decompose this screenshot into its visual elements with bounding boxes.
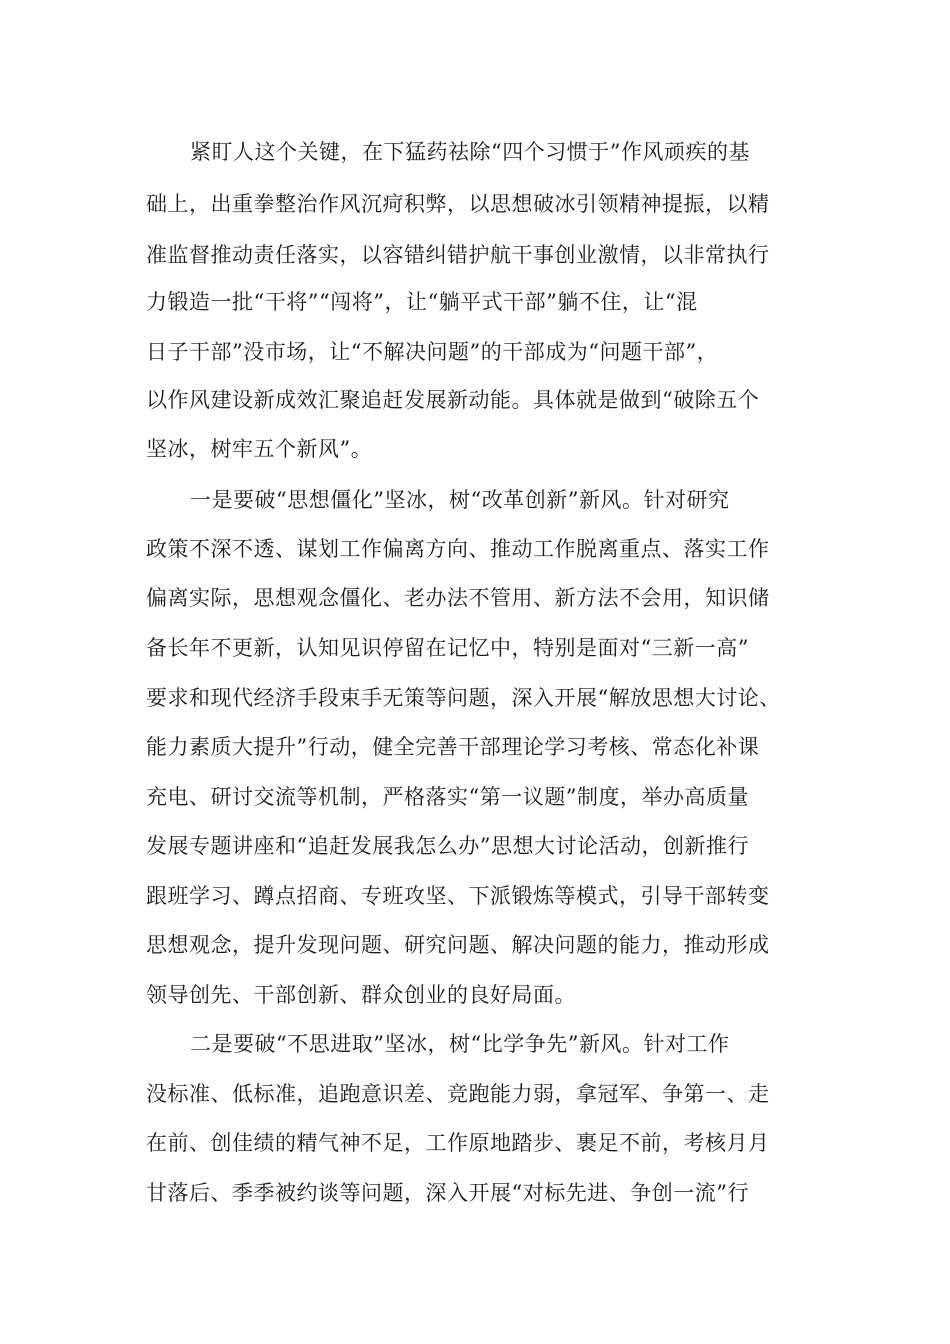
- paragraph-3-line-3: 在前、创佳绩的精气神不足，工作原地踏步、裹足不前，考核月月: [146, 1131, 770, 1155]
- paragraph-3-line-2: 没标准、低标准，追跑意识差、竞跑能力弱，拿冠军、争第一、走: [146, 1082, 770, 1106]
- paragraph-1-line-4: 力锻造一批“干将”“闯将”，让“躺平式干部”躺不住，让“混: [146, 290, 698, 314]
- paragraph-3-line-4: 甘落后、季季被约谈等问题，深入开展“对标先进、争创一流”行: [146, 1181, 749, 1205]
- paragraph-2-line-6: 能力素质大提升”行动，健全完善干部理论学习考核、常态化补课: [146, 735, 760, 759]
- paragraph-1-line-1: 紧盯人这个关键，在下猛药祛除“四个习惯于”作风顽疾的基: [190, 140, 750, 164]
- paragraph-2-line-4: 备长年不更新，认知见识停留在记忆中，特别是面对“三新一高”: [146, 636, 749, 660]
- paragraph-2-line-9: 跟班学习、蹲点招商、专班攻坚、下派锻炼等模式，引导干部转变: [146, 884, 770, 908]
- paragraph-2-line-1: 一是要破“思想僵化”坚冰，树“改革创新”新风。针对研究: [190, 488, 730, 512]
- paragraph-2-line-8: 发展专题讲座和“追赶发展我怎么办”思想大讨论活动，创新推行: [146, 834, 749, 858]
- paragraph-2-line-2: 政策不深不透、谋划工作偏离方向、推动工作脱离重点、落实工作: [146, 537, 770, 561]
- paragraph-2-line-10: 思想观念，提升发现问题、研究问题、解决问题的能力，推动形成: [146, 933, 770, 957]
- paragraph-2-line-3: 偏离实际，思想观念僵化、老办法不管用、新方法不会用，知识储: [146, 586, 770, 610]
- paragraph-1-line-3: 准监督推动责任落实，以容错纠错护航干事创业激情，以非常执行: [146, 243, 770, 267]
- paragraph-1-line-5: 日子干部”没市场，让“不解决问题”的干部成为“问题干部”，: [146, 340, 719, 364]
- paragraph-1-line-2: 础上，出重拳整治作风沉疴积弊，以思想破冰引领精神提振，以精: [146, 192, 770, 216]
- paragraph-2-line-11: 领导创先、干部创新、群众创业的良好局面。: [146, 983, 576, 1007]
- paragraph-3-line-1: 二是要破“不思进取”坚冰，树“比学争先”新风。针对工作: [190, 1032, 730, 1056]
- paragraph-2-line-5: 要求和现代经济手段束手无策等问题，深入开展“解放思想大讨论、: [146, 686, 781, 710]
- paragraph-1-line-7: 坚冰，树牢五个新风”。: [146, 437, 373, 461]
- paragraph-2-line-7: 充电、研讨交流等机制，严格落实“第一议题”制度，举办高质量: [146, 785, 749, 809]
- paragraph-1-line-6: 以作风建设新成效汇聚追赶发展新动能。具体就是做到“破除五个: [146, 388, 760, 412]
